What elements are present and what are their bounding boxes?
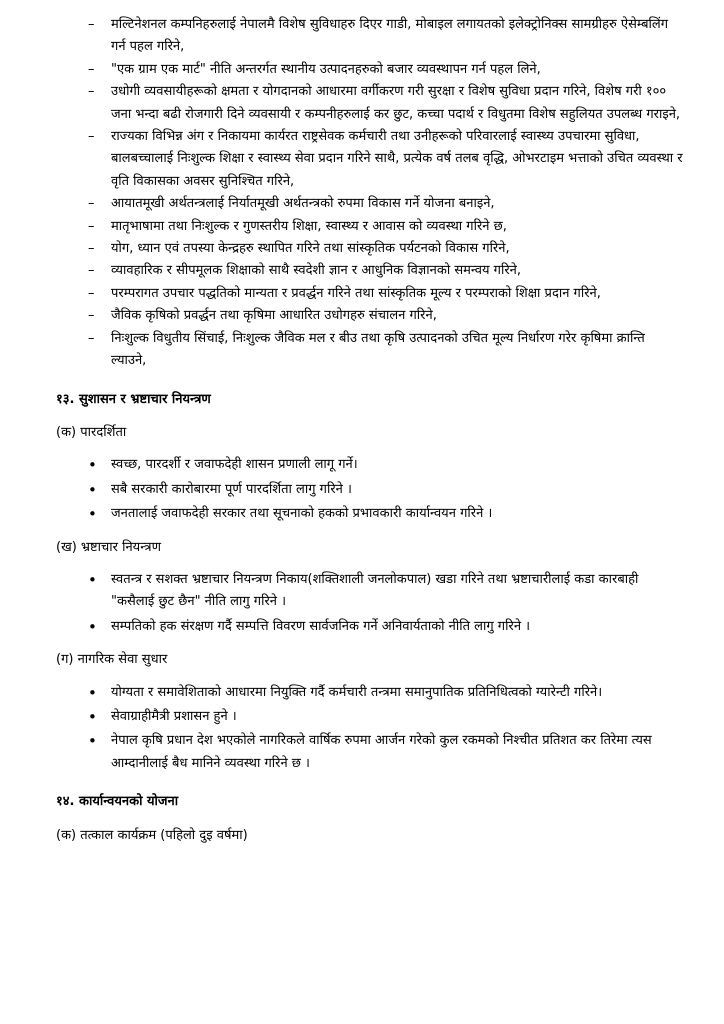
list-item-text: सेवाग्राहीमैत्री प्रशासन हुने ।: [111, 708, 237, 724]
civil-service-list: [0, 682, 724, 776]
policy-dash-list: [0, 14, 724, 373]
list-item-text: योग्यता र समावेशिताको आधारमा नियुक्ति गर्दै कर्मचारी तन्त्रमा समानुपातिक प्रतिनिधित्वको ग्यारेन्टी गरिने।: [111, 684, 603, 700]
list-item-text: जनतालाई जवाफदेही सरकार तथा सूचनाको हकको प्रभावकारी कार्यान्वयन गरिने ।: [111, 506, 493, 522]
list-item: • स्वतन्त्र र सशक्त भ्रष्टाचार नियन्त्रण निकाय(शक्तिशाली जनलोकपाल) खडा गरिने तथा भ्रष्टाचारीलाई कडा कारबाही "कसैलाई छुट छैन" नीति लागु गरिने ।: [88, 570, 639, 610]
section-14-heading: १४. कार्यान्वयनको योजना: [56, 794, 179, 810]
list-item: • सबै सरकारी कारोबारमा पूर्ण पारदर्शिता लागु गरिने ।: [88, 480, 352, 499]
list-item: • स्वच्छ, पारदर्शी र जवाफदेही शासन प्रणाली लागू गर्ने।: [88, 456, 358, 475]
list-item: • नेपाल कृषि प्रधान देश भएकोले नागरिकले वार्षिक रुपमा आर्जन गरेको कुल रकमको निश्चीत प्रतिशत कर तिरेमा त्यस आम्दानीलाई बैध मानिने व्यवस्था गरिने छ ।: [88, 732, 652, 771]
list-item-text: परम्परागत उपचार पद्धतिको मान्यता र प्रवर्द्धन गरिने तथा सांस्कृतिक मूल्य र परम्पराको शिक्षा प्रदान गरिने,: [111, 285, 601, 301]
list-item-text: स्वतन्त्र र सशक्त भ्रष्टाचार नियन्त्रण निकाय(शक्तिशाली जनलोकपाल) खडा गरिने तथा भ्रष्टाचारीलाई कडा कारबाही "कसैलाई छुट छैन" नीति लागु गरिने ।: [111, 571, 639, 610]
section-13-heading: १३. सुशासन र भ्रष्टाचार नियन्त्रण: [56, 391, 211, 407]
list-item-text: सबै सरकारी कारोबारमा पूर्ण पारदर्शिता लागु गरिने ।: [111, 481, 352, 497]
list-item: • सेवाग्राहीमैत्री प्रशासन हुने ।: [88, 707, 237, 726]
list-item: – उधोगी व्यवसायीहरूको क्षमता र योगदानको आधारमा वर्गीकरण गरी सुरक्षा र विशेष सुविधा प्रदान गरिने, विशेष गरी १०० जना भन्दा बढी रोजगारी दिने व्यवसायी र कम्पनीहरुलाई कर छुट, कच्चा पदार्थ र विधुतमा विशेष सहुलियत उपलब्ध गराइने,: [88, 84, 681, 122]
list-item: – जैविक कृषिको प्रवर्द्धन तथा कृषिमा आधारित उधोगहरु संचालन गरिने,: [88, 308, 437, 324]
list-item-text: मातृभाषामा तथा निःशुल्क र गुणस्तरीय शिक्षा, स्वास्थ्य र आवास को व्यवस्था गरिने छ,: [111, 218, 507, 234]
list-item-text: उधोगी व्यवसायीहरूको क्षमता र योगदानको आधारमा वर्गीकरण गरी सुरक्षा र विशेष सुविधा प्रदान गरिने, विशेष गरी १०० जना भन्दा बढी रोजगारी दिने व्यवसायी र कम्पनीहरुलाई कर छुट, कच्चा पदार्थ र विधुतमा विशेष सहुलियत उपलब्ध गराइने,: [111, 84, 681, 122]
list-item: – निःशुल्क विधुतीय सिंचाई, निःशुल्क जैविक मल र बीउ तथा कृषि उत्पादनको उचित मूल्य निर्धारण गरेर कृषिमा क्रान्ति ल्याउने,: [88, 330, 645, 369]
subsection-immediate-program-heading: (क) तत्काल कार्यक्रम (पहिलो दुइ वर्षमा): [56, 827, 248, 843]
list-item-text: राज्यका विभिन्न अंग र निकायमा कार्यरत राष्ट्रसेवक कर्मचारी तथा उनीहरूको परिवारलाई स्वास्थ्य उपचारमा सुविधा, बालबच्चालाई निःशुल्क शिक्षा र स्वास्थ्य सेवा प्रदान गरिने साथै, प्रत्येक वर्ष तलब वृद्धि, ओभरटाइम भत्ताको उचित व्यवस्था र वृति विकासका अवसर सुनिश्चित गरिने,: [111, 129, 683, 189]
subsection-transparency-heading: (क) पारदर्शिता: [56, 424, 127, 440]
list-item: • योग्यता र समावेशिताको आधारमा नियुक्ति गर्दै कर्मचारी तन्त्रमा समानुपातिक प्रतिनिधित्वको ग्यारेन्टी गरिने।: [88, 683, 603, 702]
list-item-text: "एक ग्राम एक मार्ट" नीति अन्तरर्गत स्थानीय उत्पादनहरुको बजार व्यवस्थापन गर्न पहल लिने,: [111, 61, 541, 77]
list-item: – परम्परागत उपचार पद्धतिको मान्यता र प्रवर्द्धन गरिने तथा सांस्कृतिक मूल्य र परम्पराको शिक्षा प्रदान गरिने,: [88, 285, 601, 301]
list-item: – "एक ग्राम एक मार्ट" नीति अन्तरर्गत स्थानीय उत्पादनहरुको बजार व्यवस्थापन गर्न पहल लिने,: [88, 61, 541, 77]
list-item-text: योग, ध्यान एवं तपस्या केन्द्रहरु स्थापित गरिने तथा सांस्कृतिक पर्यटनको विकास गरिने,: [111, 241, 510, 257]
list-item: – मातृभाषामा तथा निःशुल्क र गुणस्तरीय शिक्षा, स्वास्थ्य र आवास को व्यवस्था गरिने छ,: [88, 218, 507, 234]
list-item-text: आयातमूखी अर्थतन्त्रलाई निर्यातमूखी अर्थतन्त्रको रुपमा विकास गर्ने योजना बनाइने,: [111, 196, 495, 212]
list-item-text: निःशुल्क विधुतीय सिंचाई, निःशुल्क जैविक मल र बीउ तथा कृषि उत्पादनको उचित मूल्य निर्धारण गरेर कृषिमा क्रान्ति ल्याउने,: [111, 330, 645, 369]
subsection-corruption-control-heading: (ख) भ्रष्टाचार नियन्त्रण: [56, 539, 162, 555]
list-item: – आयातमूखी अर्थतन्त्रलाई निर्यातमूखी अर्थतन्त्रको रुपमा विकास गर्ने योजना बनाइने,: [88, 196, 495, 212]
corruption-control-list: [0, 569, 724, 638]
transparency-list: [0, 454, 724, 525]
list-item-text: स्वच्छ, पारदर्शी र जवाफदेही शासन प्रणाली लागू गर्ने।: [111, 457, 358, 473]
list-item-text: नेपाल कृषि प्रधान देश भएकोले नागरिकले वार्षिक रुपमा आर्जन गरेको कुल रकमको निश्चीत प्रतिशत कर तिरेमा त्यस आम्दानीलाई बैध मानिने व्यवस्था गरिने छ ।: [111, 733, 652, 771]
list-item-text: व्यावहारिक र सीपमूलक शिक्षाको साथै स्वदेशी ज्ञान र आधुनिक विज्ञानको समन्वय गरिने,: [111, 263, 522, 279]
list-item-text: मल्टिनेशनल कम्पनिहरुलाई नेपालमै विशेष सुविधाहरु दिएर गाडी, मोबाइल लगायतको इलेक्ट्रोनिक्स सामग्रीहरु ऐसेम्बलिंग गर्न पहल गरिने,: [111, 17, 669, 55]
list-item: • सम्पतिको हक संरक्षण गर्दै सम्पत्ति विवरण सार्वजनिक गर्ने अनिवार्यताको नीति लागु गरिने ।: [88, 617, 531, 636]
list-item: – व्यावहारिक र सीपमूलक शिक्षाको साथै स्वदेशी ज्ञान र आधुनिक विज्ञानको समन्वय गरिने,: [88, 263, 522, 279]
list-item: – राज्यका विभिन्न अंग र निकायमा कार्यरत राष्ट्रसेवक कर्मचारी तथा उनीहरूको परिवारलाई स्वास्थ्य उपचारमा सुविधा, बालबच्चालाई निःशुल्क शिक्षा र स्वास्थ्य सेवा प्रदान गरिने साथै, प्रत्येक वर्ष तलब वृद्धि, ओभरटाइम भत्ताको उचित व्यवस्था र वृति विकासका अवसर सुनिश्चित गरिने,: [88, 129, 683, 189]
list-item-text: जैविक कृषिको प्रवर्द्धन तथा कृषिमा आधारित उधोगहरु संचालन गरिने,: [111, 308, 437, 324]
list-item: • जनतालाई जवाफदेही सरकार तथा सूचनाको हकको प्रभावकारी कार्यान्वयन गरिने ।: [88, 505, 493, 524]
list-item-text: सम्पतिको हक संरक्षण गर्दै सम्पत्ति विवरण सार्वजनिक गर्ने अनिवार्यताको नीति लागु गरिने ।: [111, 618, 531, 634]
list-item: – मल्टिनेशनल कम्पनिहरुलाई नेपालमै विशेष सुविधाहरु दिएर गाडी, मोबाइल लगायतको इलेक्ट्रोनिक्स सामग्रीहरु ऐसेम्बलिंग गर्न पहल गरिने,: [88, 17, 669, 55]
subsection-civil-service-heading: (ग) नागरिक सेवा सुधार: [56, 652, 168, 668]
list-item: – योग, ध्यान एवं तपस्या केन्द्रहरु स्थापित गरिने तथा सांस्कृतिक पर्यटनको विकास गरिने,: [88, 241, 510, 257]
